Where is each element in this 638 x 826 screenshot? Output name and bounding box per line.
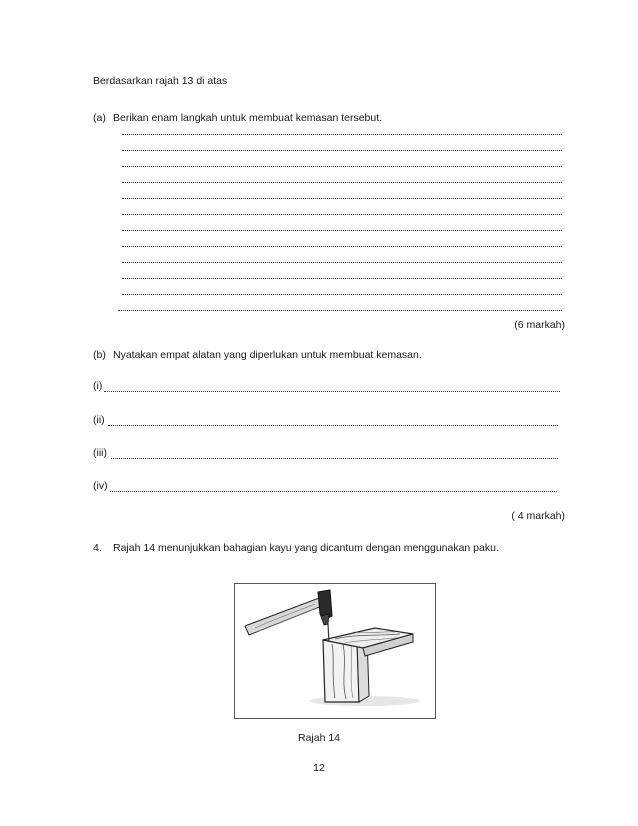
part-b-label: (b)	[93, 349, 106, 361]
part-b-question: Nyatakan empat alatan yang diperlukan untuk membuat kemasan.	[113, 349, 422, 361]
item-label-i: (i)	[93, 380, 103, 392]
answer-line-ii[interactable]	[108, 425, 558, 426]
part-a-label: (a)	[93, 112, 106, 124]
answer-line-iv[interactable]	[110, 491, 557, 492]
item-label-iv: (iv)	[93, 480, 108, 492]
hammer-and-wood-illustration	[235, 584, 435, 718]
answer-line[interactable]	[118, 310, 562, 311]
answer-line[interactable]	[122, 246, 562, 247]
page-number: 12	[313, 762, 325, 774]
answer-line[interactable]	[122, 278, 562, 279]
answer-line[interactable]	[122, 150, 562, 151]
answer-line[interactable]	[122, 230, 562, 231]
part-a-question: Berikan enam langkah untuk membuat kemasan tersebut.	[113, 112, 383, 124]
answer-line[interactable]	[122, 182, 562, 183]
figure-caption: Rajah 14	[297, 732, 341, 744]
figure-rajah-14	[234, 583, 436, 719]
answer-line[interactable]	[122, 214, 562, 215]
item-label-ii: (ii)	[93, 414, 105, 426]
answer-line[interactable]	[122, 262, 562, 263]
answer-line[interactable]	[122, 134, 562, 135]
question-4-number: 4.	[93, 542, 102, 554]
answer-line[interactable]	[122, 198, 562, 199]
item-label-iii: (iii)	[93, 447, 107, 459]
answer-line-i[interactable]	[104, 391, 560, 392]
part-b-marks: ( 4 markah)	[511, 510, 565, 522]
answer-line-iii[interactable]	[111, 458, 558, 459]
question-4-text: Rajah 14 menunjukkan bahagian kayu yang dicantum dengan menggunakan paku.	[113, 542, 499, 554]
part-a-marks: (6 markah)	[514, 319, 565, 331]
answer-line[interactable]	[122, 294, 562, 295]
answer-line[interactable]	[122, 166, 562, 167]
intro-text: Berdasarkan rajah 13 di atas	[93, 75, 228, 87]
